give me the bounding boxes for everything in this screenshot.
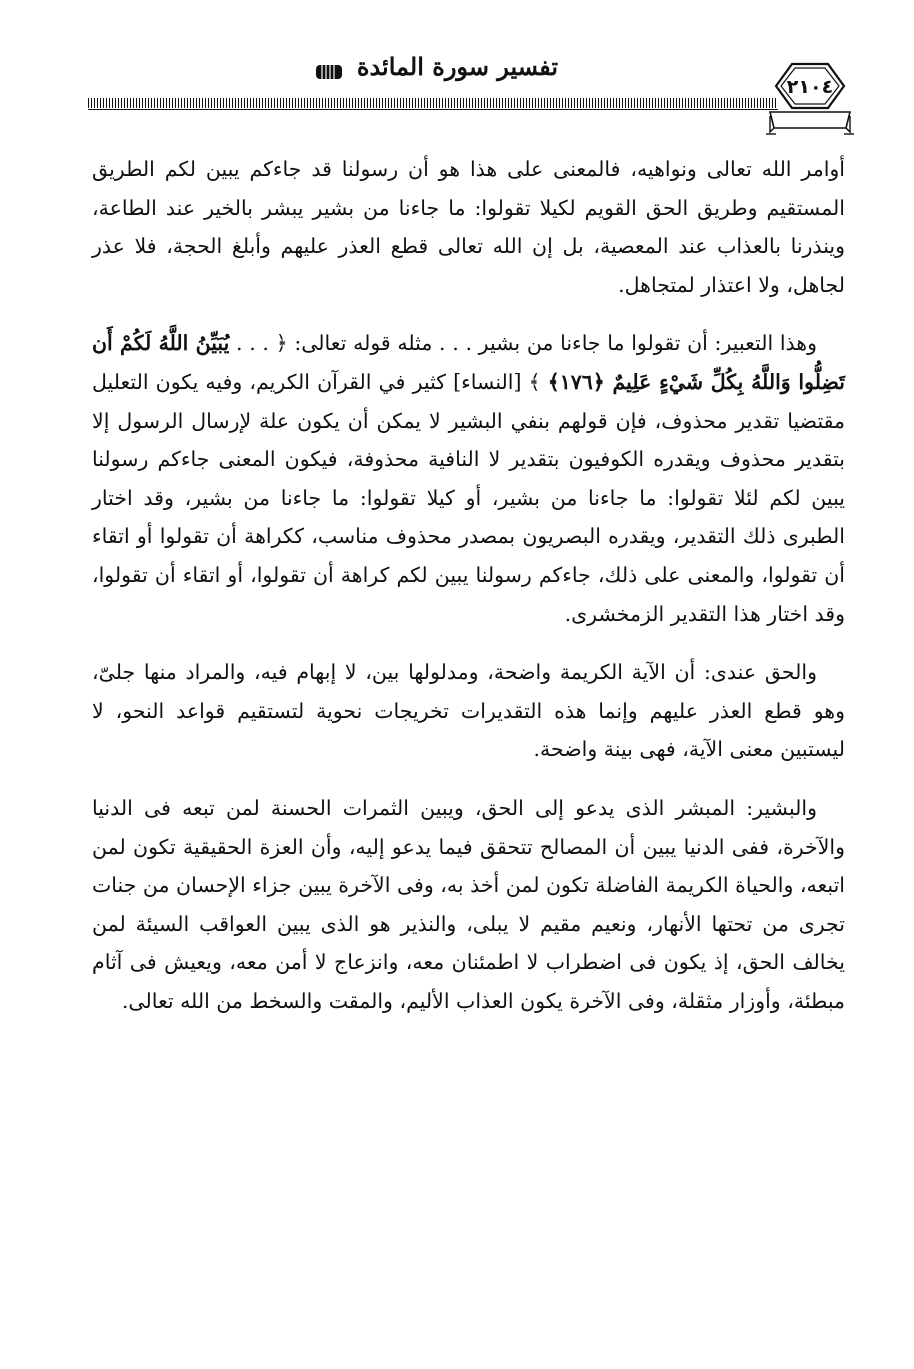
paragraph-1 bbox=[92, 150, 845, 304]
page-body bbox=[92, 150, 845, 1040]
header-rule-line bbox=[88, 109, 778, 110]
running-title: تفسير سورة المائدة bbox=[356, 52, 558, 81]
paragraph-3-text: والحق عندى: أن الآية الكريمة واضحة، ومدلولها بين، لا إبهام فيه، والمراد منها جلىّ، وهو قطع العذر عليهم وإنما هذه التقديرات تخريجات نحوية لتستقيم قواعد النحو، لا ليستبين معنى الآية، فهى بينة واضحة. bbox=[92, 660, 845, 762]
paragraph-2 bbox=[92, 324, 845, 633]
paragraph-3 bbox=[92, 653, 845, 769]
page-number: ٢١٠٤ bbox=[786, 76, 834, 98]
paragraph-4 bbox=[92, 789, 845, 1021]
paragraph-1-text: أوامر الله تعالى ونواهيه، فالمعنى على هذا هو أن رسولنا قد جاءكم يبين لكم الطريق المستقيم وطريق الحق القويم لكيلا تقولوا: ما جاءنا من بشير يبشر بالخير عند الطاعة، وينذرنا بالعذاب عند المعصية، بل إن الله تعالى قطع العذر عليهم وأبلغ الحجة، فلا عذر لجاهل، ولا اعتذار لمتجاهل. bbox=[92, 157, 845, 297]
ornament-icon bbox=[314, 62, 344, 82]
paragraph-2-intro: وهذا التعبير: أن تقولوا ما جاءنا من بشير . . . مثله قوله تعالى: ﴿ . . . bbox=[236, 331, 817, 356]
header-rule bbox=[88, 98, 778, 108]
page-header bbox=[88, 52, 858, 144]
quran-verse: يُبَيِّنُ اللَّهُ لَكُمْ أَن تَضِلُّوا وَاللَّهُ بِكُلِّ شَيْءٍ عَلِيمٌ ﴿١٧٦﴾ bbox=[92, 331, 845, 394]
paragraph-4-text: والبشير: المبشر الذى يدعو إلى الحق، ويبين الثمرات الحسنة لمن تبعه فى الدنيا والآخرة، ففى الدنيا يبين أن المصالح تتحقق فيما يدعو إليه، وأن العزة الحقيقية تكون لمن اتبعه، والحياة الكريمة الفاضلة تكون لمن أخذ به، وفى الآخرة يبين جزاء الإحسان من جنات تجرى من تحتها الأنهار، ونعيم مقيم لا يبلى، والنذير هو الذى يبين العواقب السيئة لمن يخالف الحق، إذ يكون فى اضطراب لا اطمئنان معه، وانزعاج لا أمن معه، ويعيش فى آثام مبطئة، وأوزار مثقلة، وفى الآخرة يكون العذاب الأليم، والمقت والسخط من الله تعالى. bbox=[92, 795, 845, 1013]
page-number-badge bbox=[762, 52, 858, 140]
paragraph-2-body: ﴾ [النساء] كثير في القرآن الكريم، وفيه يكون التعليل مقتضيا تقدير محذوف، فإن قولهم بنفي البشير لا يمكن أن يكون علة لإرسال الرسول إلا بتقدير محذوف ويقدره الكوفيون بتقدير لا النافية محذوفة، فيكون المعنى جاءكم رسولنا يبين لكم لئلا تقولوا: ما جاءنا من بشير، أو كيلا تقولوا: ما جاءنا من بشير، وقد اختار الطبرى ذلك التقدير، ويقدره البصريون بمصدر محذوف مناسب، ككراهة أن تقولوا أو اتقاء أن تقولوا، والمعنى على ذلك، جاءكم رسولنا يبين لكم كراهة أن تقولوا، أو اتقاء أن تقولوا، وقد اختار هذا التقدير الزمخشرى. bbox=[92, 369, 845, 626]
